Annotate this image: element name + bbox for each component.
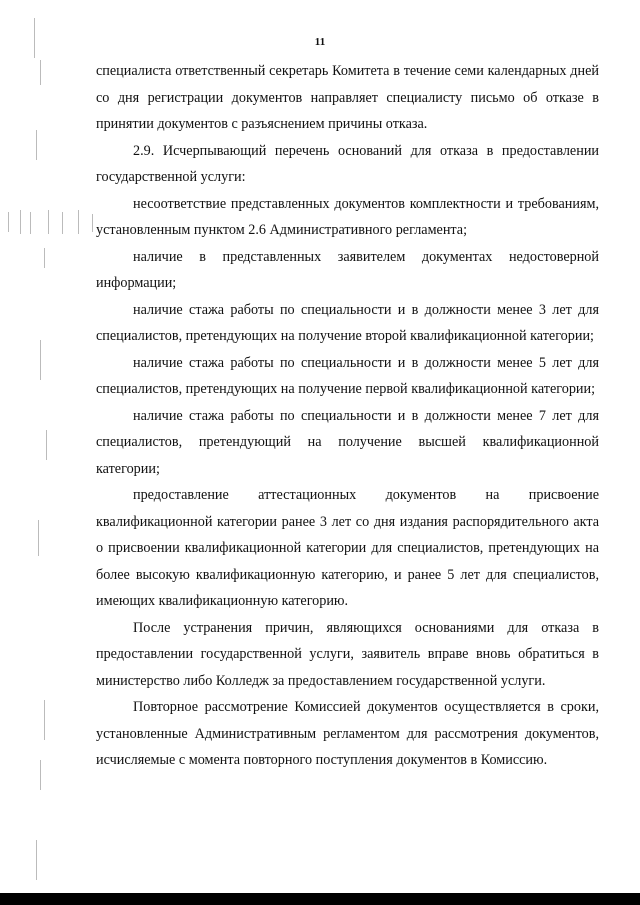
paragraph: После устранения причин, являющихся основаниями для отказа в предоставлении государственной услуги, заявитель вправе вновь обратиться в министерство либо Колледж за предоставлением государственной услуги.	[96, 619, 599, 689]
paragraph: наличие стажа работы по специальности и в должности менее 3 лет для специалистов, претендующих на получение второй квалификационной категории;	[96, 301, 599, 344]
page-number: 11	[314, 36, 326, 48]
paragraph: наличие в представленных заявителем документах недостоверной информации;	[96, 248, 599, 291]
paragraph: наличие стажа работы по специальности и в должности менее 7 лет для специалистов, претендующий на получение высшей квалификационной категории;	[96, 407, 599, 477]
paragraph: наличие стажа работы по специальности и в должности менее 5 лет для специалистов, претендующих на получение первой квалификационной категории;	[96, 354, 599, 397]
paragraph: Повторное рассмотрение Комиссией документов осуществляется в сроки, установленные Административным регламентом для рассмотрения документов, исчисляемые с момента повторного поступления документов в Комиссию.	[96, 699, 599, 768]
paragraph: специалиста ответственный секретарь Комитета в течение семи календарных дней со дня регистрации документов направляет специалисту письмо об отказе в принятии документов с разъяснением причины отказа.	[96, 63, 599, 132]
scan-bottom-edge	[0, 893, 640, 905]
paragraph: предоставление аттестационных документов на присвоение квалификационной категории ранее 3 лет со дня издания распорядительного акта о присвоении квалификационной категории для специалистов, претендующих на более высокую квалификационную категорию, и ранее 5 лет для специалистов, имеющих квалификационную категорию.	[96, 487, 599, 609]
body-text	[96, 58, 599, 774]
paragraph: несоответствие представленных документов комплектности и требованиям, установленным пунктом 2.6 Административного регламента;	[96, 195, 599, 238]
paragraph: 2.9. Исчерпывающий перечень оснований для отказа в предоставлении государственной услуги:	[96, 142, 599, 185]
scan-margin-artifacts	[0, 0, 110, 905]
